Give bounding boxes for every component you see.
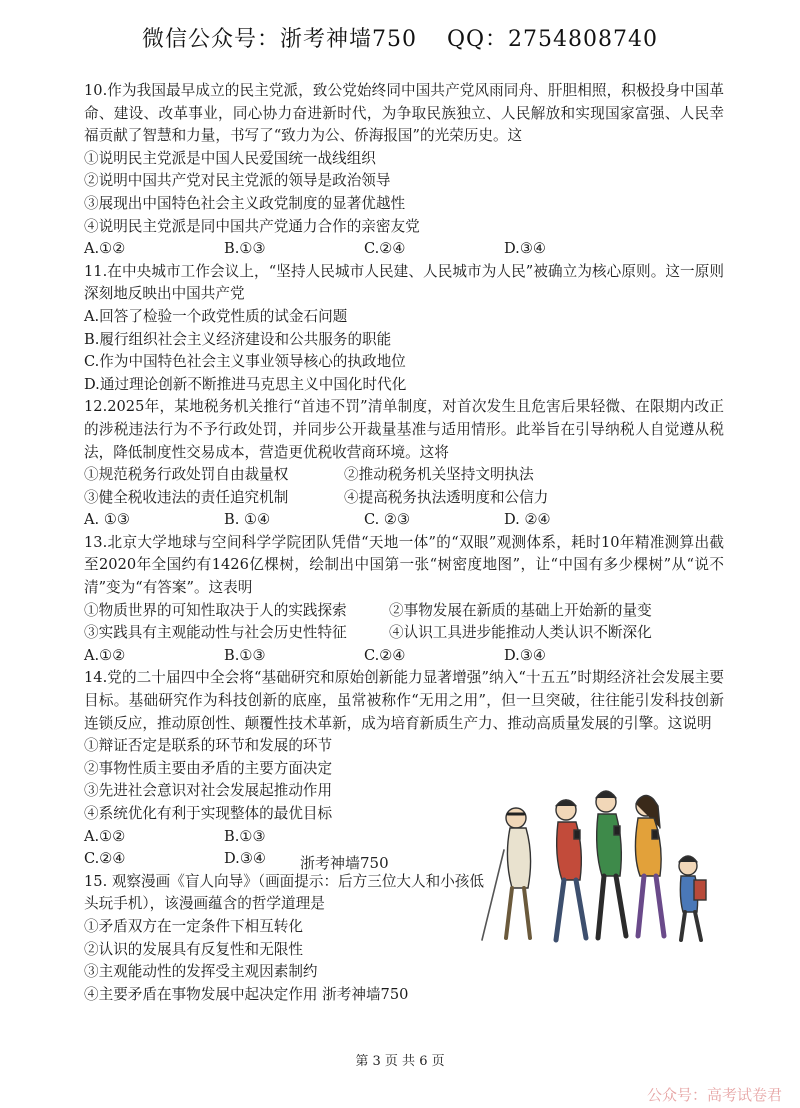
q14-item-1: ①辩证否定是联系的环节和发展的环节 (84, 737, 333, 755)
corner-watermark: 公众号：高考试卷君 (646, 1086, 782, 1104)
q10-item-3: ③展现出中国特色社会主义政党制度的显著优越性 (84, 194, 406, 212)
q11-stem: 11.在中央城市工作会议上，“坚持人民城市人民建、人民城市为人民”被确立为核心原则。这一原则深刻地反映出中国共产党 (84, 262, 724, 303)
q15-item-3: ③主观能动性的发挥受主观因素制约 (84, 963, 318, 981)
q12-choice-a: A. ①③ (84, 511, 130, 529)
q15-item-1: ①矛盾双方在一定条件下相互转化 (84, 917, 303, 935)
q12-items-row-2 (84, 487, 724, 510)
q13-choice-d: D.③④ (504, 646, 546, 664)
wechat-account: 微信公众号：浙考神墙750 (141, 27, 417, 52)
q14-choice-a: A.①② (84, 827, 126, 845)
q13-stem: 13.北京大学地球与空间科学学院团队凭借“天地一体”的“双眼”观测体系，耗时10年精准测算出截至2020年全国约有1426亿棵树，绘制出中国第一张“树密度地图”，让“中国有多少棵树”从“说不清”变为“有答案”。这表明 (84, 533, 724, 597)
q12-item-2: ②推动税务机关坚持文明执法 (344, 466, 534, 484)
q13-item-3: ③实践具有主观能动性与社会历史性特征 (84, 624, 347, 642)
q12-item-3: ③健全税收违法的责任追究机制 (84, 488, 289, 506)
q14-choice-c: C.②④ (84, 850, 126, 868)
q10-choice-c: C.②④ (364, 240, 406, 258)
q14-choice-b: B.①③ (224, 827, 266, 845)
q15-stem: 15. 观察漫画《盲人向导》（画面提示：后方三位大人和小孩低头玩手机），该漫画蕴含的哲学道理是 (84, 872, 484, 913)
q13-choice-c: C.②④ (364, 646, 406, 664)
q14-item-2: ②事物性质主要由矛盾的主要方面决定 (84, 759, 333, 777)
q13-item-1: ①物质世界的可知性取决于人的实践探索 (84, 601, 347, 619)
q11-choice-a: A.回答了检验一个政党性质的试金石问题 (84, 307, 348, 325)
q10-item-2: ②说明中国共产党对民主党派的领导是政治领导 (84, 172, 391, 190)
q13-items-row-2 (84, 622, 724, 645)
blind-guide-cartoon-image (474, 770, 724, 970)
q13-choices (84, 645, 724, 668)
q12-choice-d: D. ②④ (504, 511, 551, 529)
image-watermark: 浙考神墙750 (300, 854, 389, 872)
q13-item-2: ②事物发展在新质的基础上开始新的量变 (389, 601, 652, 619)
q13-choice-a: A.①② (84, 646, 126, 664)
q13-item-4: ④认识工具进步能推动人类认识不断深化 (389, 624, 652, 642)
q12-choice-b: B. ①④ (224, 511, 271, 529)
inline-watermark: 浙考神墙750 (322, 985, 409, 1003)
q12-items-row-1 (84, 464, 724, 487)
q12-stem: 12.2025年，某地税务机关推行“首违不罚”清单制度，对首次发生且危害后果轻微、在限期内改正的涉税违法行为不予行政处罚，并同步公开裁量基准与适用情形。此举旨在引导纳税人自觉遵从税法，降低制度性交易成本，营造更优税收营商环境。这将 (84, 398, 724, 461)
q14-choice-d: D.③④ (224, 850, 266, 868)
q10-choice-a: A.①② (84, 240, 126, 258)
q10-choice-b: B.①③ (224, 240, 266, 258)
q10-stem: 10.作为我国最早成立的民主党派，致公党始终同中国共产党风雨同舟、肝胆相照，积极投身中国革命、建设、改革事业，同心协力奋进新时代，为争取民族独立、人民解放和实现国家富强、人民幸福贡献了智慧和力量，书写了“致力为公、侨海报国”的光荣历史。这 (84, 82, 724, 145)
q11-choice-d: D.通过理论创新不断推进马克思主义中国化时代化 (84, 375, 407, 393)
qq-number: QQ：2754808740 (446, 27, 659, 52)
q11-choice-c: C.作为中国特色社会主义事业领导核心的执政地位 (84, 353, 406, 371)
q10-item-1: ①说明民主党派是中国人民爱国统一战线组织 (84, 149, 376, 167)
q12-choice-c: C. ②③ (364, 511, 411, 529)
q14-item-3: ③先进社会意识对社会发展起推动作用 (84, 782, 333, 800)
q15-item-4: ④主要矛盾在事物发展中起决定作用 (84, 985, 318, 1003)
page-number-footer: 第 3 页 共 6 页 (355, 1054, 445, 1069)
q12-item-1: ①规范税务行政处罚自由裁量权 (84, 466, 289, 484)
q14-item-4: ④系统优化有利于实现整体的最优目标 (84, 805, 333, 822)
q15-item-4-line (84, 984, 724, 1007)
page-header (0, 22, 800, 53)
q12-item-4: ④提高税务执法透明度和公信力 (344, 488, 549, 506)
q12-choices (84, 509, 724, 532)
q10-choice-d: D.③④ (504, 240, 546, 258)
q10-choices (84, 238, 724, 261)
q13-items-row-1 (84, 600, 724, 623)
q11-choice-b: B.履行组织社会主义经济建设和公共服务的职能 (84, 330, 392, 348)
q14-stem: 14.党的二十届四中全会将“基础研究和原始创新能力显著增强”纳入“十五五”时期经济社会发展主要目标。基础研究作为科技创新的底座，虽常被称作“无用之用”，但一旦突破，往往能引发科技创新连锁反应，推动原创性、颠覆性技术革新，成为培育新质生产力、推动高质量发展的引擎。这说明 (84, 669, 724, 732)
q10-item-4: ④说明民主党派是同中国共产党通力合作的亲密友党 (84, 217, 420, 235)
q13-choice-b: B.①③ (224, 646, 266, 664)
q15-item-2: ②认识的发展具有反复性和无限性 (84, 940, 303, 958)
